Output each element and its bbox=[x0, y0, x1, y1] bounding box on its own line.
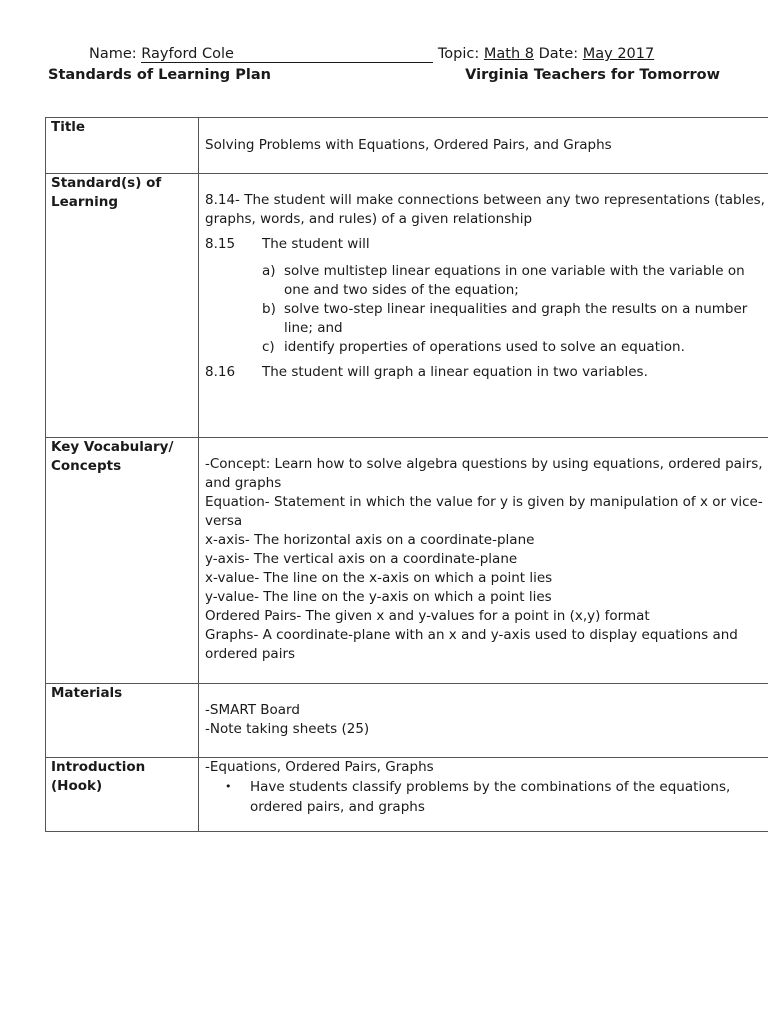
row-materials bbox=[46, 684, 768, 758]
vocab-line: Ordered Pairs- The given x and y-values for a point in (x,y) format bbox=[205, 608, 650, 624]
list-item: • Have students classify problems by the combinations of the equations, ordered pairs, and graphs bbox=[225, 779, 731, 815]
title-line bbox=[48, 67, 720, 83]
list-item: a) solve multistep linear equations in one variable with the variable on one and two sides of the equation; bbox=[262, 263, 745, 298]
name-label: Name: bbox=[89, 46, 137, 62]
row-standards bbox=[46, 174, 768, 438]
list-item: c) identify properties of operations used to solve an equation. bbox=[262, 339, 685, 355]
plan-title: Standards of Learning Plan bbox=[48, 67, 271, 83]
name-value: Rayford Cole bbox=[141, 46, 234, 62]
label-materials: Materials bbox=[46, 684, 199, 758]
title-cell bbox=[199, 118, 768, 174]
standard-8-16 bbox=[205, 363, 768, 382]
label-title: Title bbox=[46, 118, 199, 174]
organization-title: Virginia Teachers for Tomorrow bbox=[465, 67, 720, 83]
date-value: May 2017 bbox=[582, 46, 655, 62]
introduction-cell bbox=[199, 758, 768, 832]
standard-8-14: 8.14- The student will make connections between any two representations (tables, graphs, words, and rules) of a given relationship bbox=[205, 192, 765, 227]
vocab-line: Graphs- A coordinate-plane with an x and y-axis used to display equations and ordered pairs bbox=[205, 627, 738, 662]
topic-label: Topic: bbox=[437, 46, 480, 62]
intro-line: -Equations, Ordered Pairs, Graphs bbox=[205, 759, 434, 775]
topic-value: Math 8 bbox=[483, 46, 534, 62]
row-introduction bbox=[46, 758, 768, 832]
standard-8-15-text: The student will bbox=[262, 236, 370, 252]
name-field bbox=[141, 46, 433, 63]
materials-line: -Note taking sheets (25) bbox=[205, 721, 370, 737]
label-introduction: Introduction (Hook) bbox=[46, 758, 199, 832]
row-vocabulary bbox=[46, 438, 768, 684]
vocab-line: x-axis- The horizontal axis on a coordinate-plane bbox=[205, 532, 535, 548]
vocab-line: y-axis- The vertical axis on a coordinate-plane bbox=[205, 551, 518, 567]
vocabulary-cell bbox=[199, 438, 768, 684]
list-item: b) solve two-step linear inequalities and graph the results on a number line; and bbox=[262, 301, 748, 336]
standard-8-16-number: 8.16 bbox=[205, 364, 236, 380]
vocab-line: -Concept: Learn how to solve algebra questions by using equations, ordered pairs, and graphs bbox=[205, 456, 763, 491]
materials-line: -SMART Board bbox=[205, 702, 300, 718]
bullet-icon: • bbox=[225, 780, 232, 793]
materials-cell bbox=[199, 684, 768, 758]
label-vocabulary: Key Vocabulary/ Concepts bbox=[46, 438, 199, 684]
row-title bbox=[46, 118, 768, 174]
label-standards: Standard(s) of Learning bbox=[46, 174, 199, 438]
vocab-line: x-value- The line on the x-axis on which a point lies bbox=[205, 570, 553, 586]
standard-8-15-list bbox=[205, 262, 768, 357]
date-label: Date: bbox=[538, 46, 579, 62]
standards-cell bbox=[199, 174, 768, 438]
header-line bbox=[89, 46, 654, 63]
vocab-line: y-value- The line on the y-axis on which a point lies bbox=[205, 589, 552, 605]
vocab-line: Equation- Statement in which the value for y is given by manipulation of x or vice-versa bbox=[205, 494, 763, 529]
standard-8-15-number: 8.15 bbox=[205, 236, 236, 252]
standard-8-15 bbox=[205, 235, 768, 254]
standard-8-16-text: The student will graph a linear equation in two variables. bbox=[262, 364, 648, 380]
lesson-plan-table bbox=[45, 117, 768, 832]
intro-bullets bbox=[205, 777, 768, 817]
lesson-title: Solving Problems with Equations, Ordered Pairs, and Graphs bbox=[205, 137, 612, 153]
